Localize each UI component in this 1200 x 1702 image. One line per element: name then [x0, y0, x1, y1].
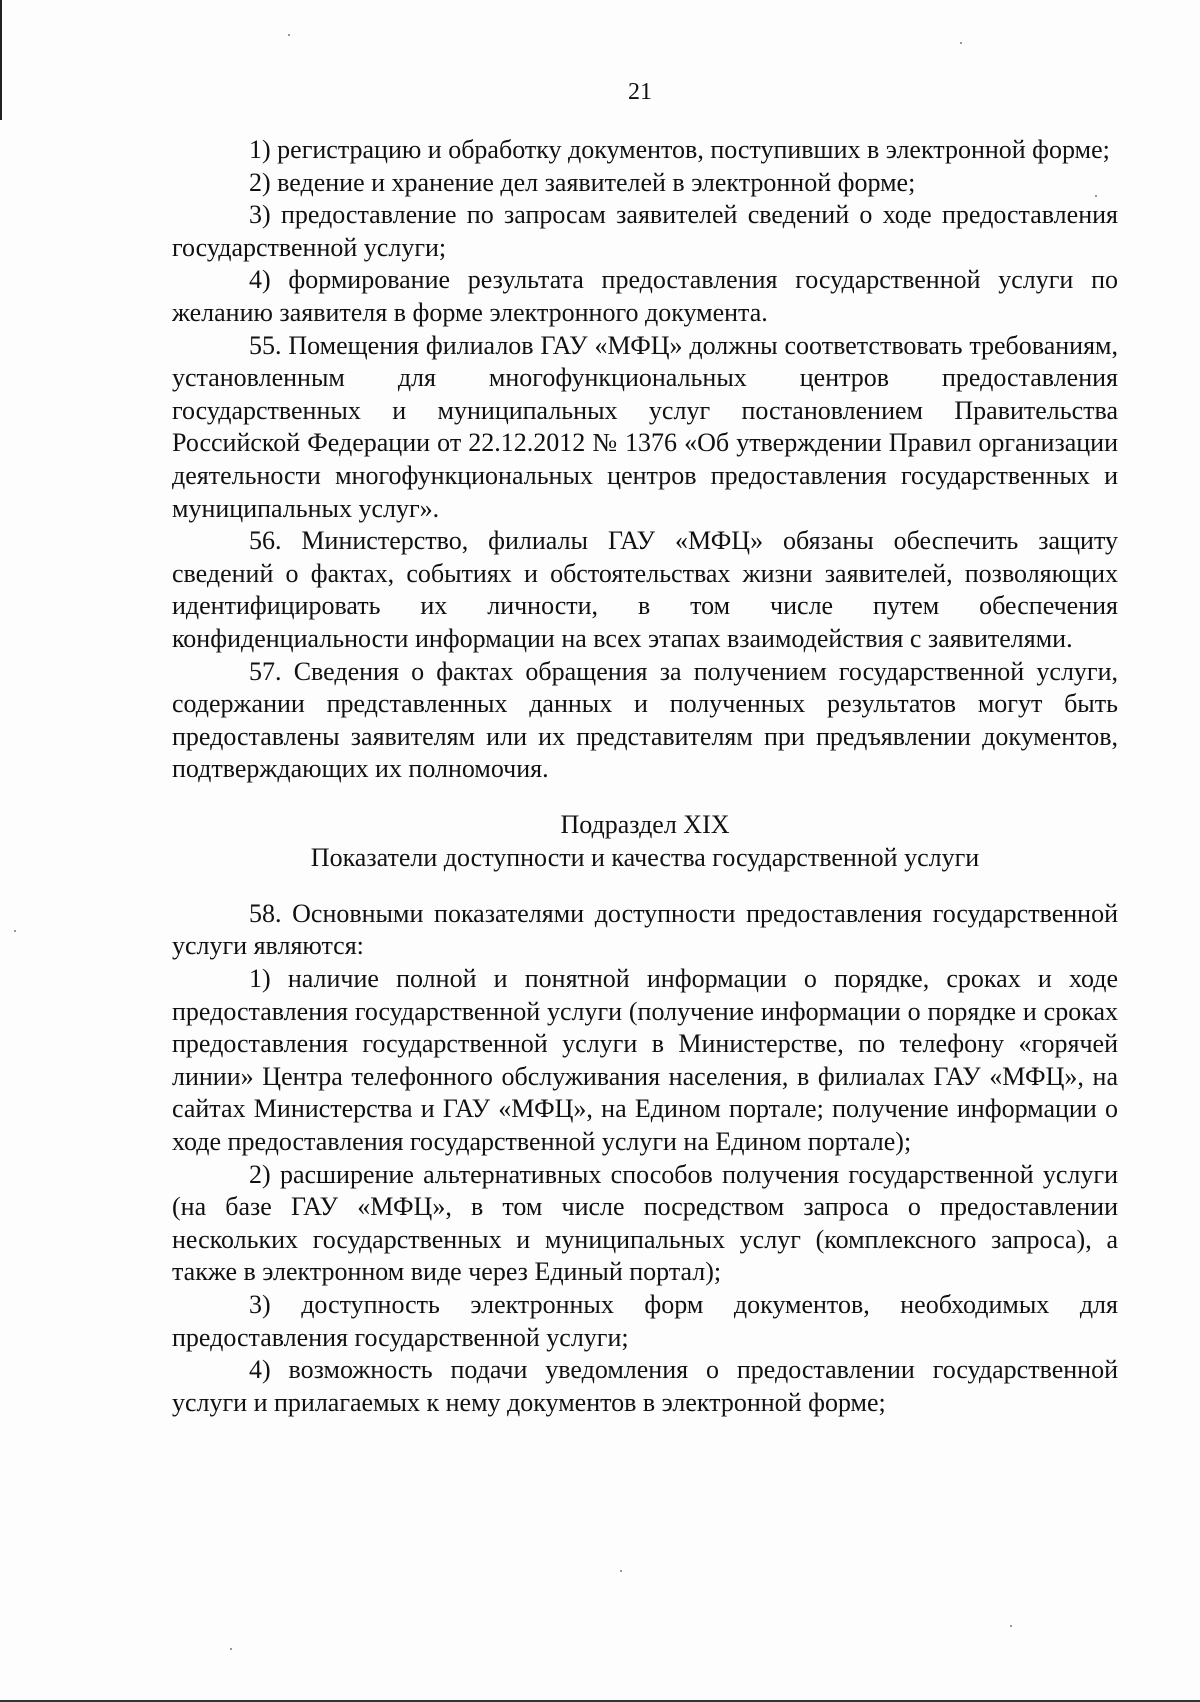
- scan-speck: [230, 1648, 232, 1650]
- scan-speck: [288, 34, 290, 36]
- paragraph-55: 55. Помещения филиалов ГАУ «МФЦ» должны соответствовать требованиям, установленным для многофункциональных центров предоставления государственных и муниципальных услуг постановлением Правительства Российской Федерации от 22.12.2012 № 1376 «Об утверждении Правил организации деятельности многофункциональных центров предоставления государственных и муниципальных услуг».: [172, 330, 1118, 523]
- section-heading: [172, 808, 1118, 874]
- paragraph-58-item-2: 2) расширение альтернативных способов получения государственной услуги (на базе ГАУ «МФЦ», в том числе посредством запроса о предоставлении нескольких государственных и муниципальных услуг (комплексного запроса), а также в электронном виде через Единый портал);: [172, 1159, 1118, 1287]
- scan-speck: [960, 42, 962, 44]
- paragraph-58-item-1: 1) наличие полной и понятной информации о порядке, сроках и ходе предоставления государственной услуги (получение информации о порядке и сроках предоставления государственной услуги в Министерстве, по телефону «горячей линии» Центра телефонного обслуживания населения, в филиалах ГАУ «МФЦ», на сайтах Министерства и ГАУ «МФЦ», на Едином портале; получение информации о ходе предоставления государственной услуги на Едином портале);: [172, 964, 1118, 1157]
- paragraph-56: 56. Министерство, филиалы ГАУ «МФЦ» обязаны обеспечить защиту сведений о фактах, событиях и обстоятельствах жизни заявителей, позволяющих идентифицировать их личности, в том числе путем обеспечения конфиденциальности информации на всех этапах взаимодействия с заявителями.: [172, 526, 1118, 653]
- scan-speck: [620, 1570, 622, 1572]
- paragraph-57: 57. Сведения о фактах обращения за получением государственной услуги, содержании представленных данных и полученных результатов могут быть предоставлены заявителям или их представителям при предъявлении документов, подтверждающих их полномочия.: [172, 656, 1118, 784]
- section-label: Подраздел XIX: [560, 809, 730, 839]
- paragraph-58-item-3: 3) доступность электронных форм документов, необходимых для предоставления государственной услуги;: [172, 1290, 1118, 1352]
- section-title: Показатели доступности и качества государственной услуги: [310, 842, 980, 872]
- paragraph-item-1: 1) регистрацию и обработку документов, поступивших в электронной форме;: [249, 135, 1110, 164]
- scan-speck: [14, 930, 16, 932]
- scan-speck: [1010, 1625, 1012, 1627]
- paragraph-58-item-4: 4) возможность подачи уведомления о предоставлении государственной услуги и прилагаемых к нему документов в электронной форме;: [172, 1355, 1118, 1417]
- paragraph-58: 58. Основными показателями доступности предоставления государственной услуги являются:: [172, 898, 1118, 961]
- document-body: [172, 134, 1118, 1419]
- paragraph-item-2: 2) ведение и хранение дел заявителей в электронной форме;: [249, 167, 916, 197]
- paragraph-item-4: 4) формирование результата предоставления государственной услуги по желанию заявителя в форме электронного документа.: [172, 265, 1118, 327]
- page-number: 21: [628, 79, 652, 105]
- paragraph-item-3: 3) предоставление по запросам заявителей сведений о ходе предоставления государственной услуги;: [172, 200, 1118, 262]
